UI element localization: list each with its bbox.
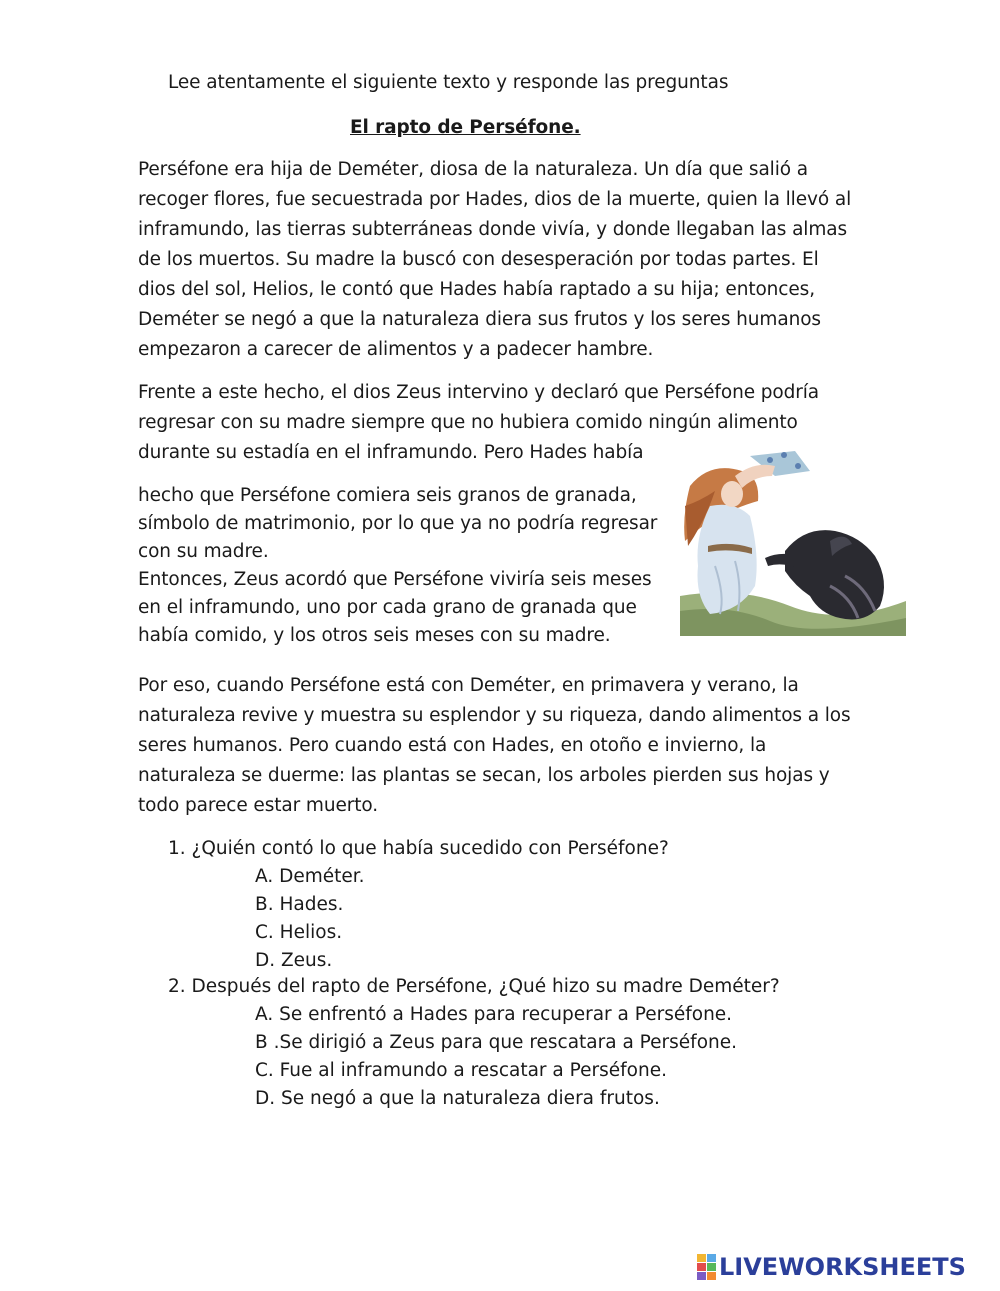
paragraph-line: recoger flores, fue secuestrada por Hades, dios de la muerte, quien la llevó al xyxy=(138,189,852,210)
paragraph-line: inframundo, las tierras subterráneas donde vivía, y donde llegaban las almas xyxy=(138,219,848,240)
question-1-option[interactable]: B. Hades. xyxy=(255,894,344,915)
question-1-option[interactable]: A. Deméter. xyxy=(255,866,365,887)
logo-blocks-icon xyxy=(697,1254,717,1280)
paragraph-4 xyxy=(138,671,851,821)
persephone-illustration xyxy=(680,446,906,636)
story-title: El rapto de Perséfone. xyxy=(350,117,581,138)
paragraph-line: Entonces, Zeus acordó que Perséfone viviría seis meses xyxy=(138,569,652,590)
paragraph-line: dios del sol, Helios, le contó que Hades había raptado a su hija; entonces, xyxy=(138,279,815,300)
question-2-option[interactable]: A. Se enfrentó a Hades para recuperar a Perséfone. xyxy=(255,1004,733,1025)
paragraph-1 xyxy=(138,155,851,365)
paragraph-line: Deméter se negó a que la naturaleza diera sus frutos y los seres humanos xyxy=(138,309,821,330)
paragraph-3 xyxy=(138,482,657,650)
question-2-option[interactable]: C. Fue al inframundo a rescatar a Perséfone. xyxy=(255,1060,667,1081)
instructions-text: Lee atentamente el siguiente texto y responde las preguntas xyxy=(168,72,729,93)
paragraph-line: seres humanos. Pero cuando está con Hades, en otoño e invierno, la xyxy=(138,735,767,756)
paragraph-line: naturaleza se duerme: las plantas se secan, los arboles pierden sus hojas y xyxy=(138,765,830,786)
paragraph-line: todo parece estar muerto. xyxy=(138,795,379,816)
question-2-option[interactable]: B .Se dirigió a Zeus para que rescatara a Perséfone. xyxy=(255,1032,738,1053)
paragraph-line: Perséfone era hija de Deméter, diosa de la naturaleza. Un día que salió a xyxy=(138,159,808,180)
paragraph-line: de los muertos. Su madre la buscó con desesperación por todas partes. El xyxy=(138,249,819,270)
paragraph-line: había comido, y los otros seis meses con su madre. xyxy=(138,625,611,646)
paragraph-line: Por eso, cuando Perséfone está con Deméter, en primavera y verano, la xyxy=(138,675,799,696)
paragraph-line: hecho que Perséfone comiera seis granos de granada, xyxy=(138,485,637,506)
paragraph-line: durante su estadía en el inframundo. Pero Hades había xyxy=(138,442,644,463)
question-2-text: 2. Después del rapto de Perséfone, ¿Qué hizo su madre Deméter? xyxy=(168,976,780,997)
liveworksheets-logo xyxy=(697,1252,966,1282)
question-1-text: 1. ¿Quién contó lo que había sucedido con Perséfone? xyxy=(168,838,669,859)
question-2-option[interactable]: D. Se negó a que la naturaleza diera frutos. xyxy=(255,1088,660,1109)
logo-text: LIVEWORKSHEETS xyxy=(719,1253,966,1281)
question-1-option[interactable]: C. Helios. xyxy=(255,922,343,943)
paragraph-line: con su madre. xyxy=(138,541,269,562)
paragraph-line: empezaron a carecer de alimentos y a padecer hambre. xyxy=(138,339,654,360)
paragraph-line: Frente a este hecho, el dios Zeus intervino y declaró que Perséfone podría xyxy=(138,382,820,403)
paragraph-line: regresar con su madre siempre que no hubiera comido ningún alimento xyxy=(138,412,798,433)
paragraph-line: en el inframundo, uno por cada grano de granada que xyxy=(138,597,637,618)
paragraph-line: naturaleza revive y muestra su esplendor y su riqueza, dando alimentos a los xyxy=(138,705,851,726)
paragraph-line: símbolo de matrimonio, por lo que ya no podría regresar xyxy=(138,513,658,534)
question-1-option[interactable]: D. Zeus. xyxy=(255,950,333,971)
